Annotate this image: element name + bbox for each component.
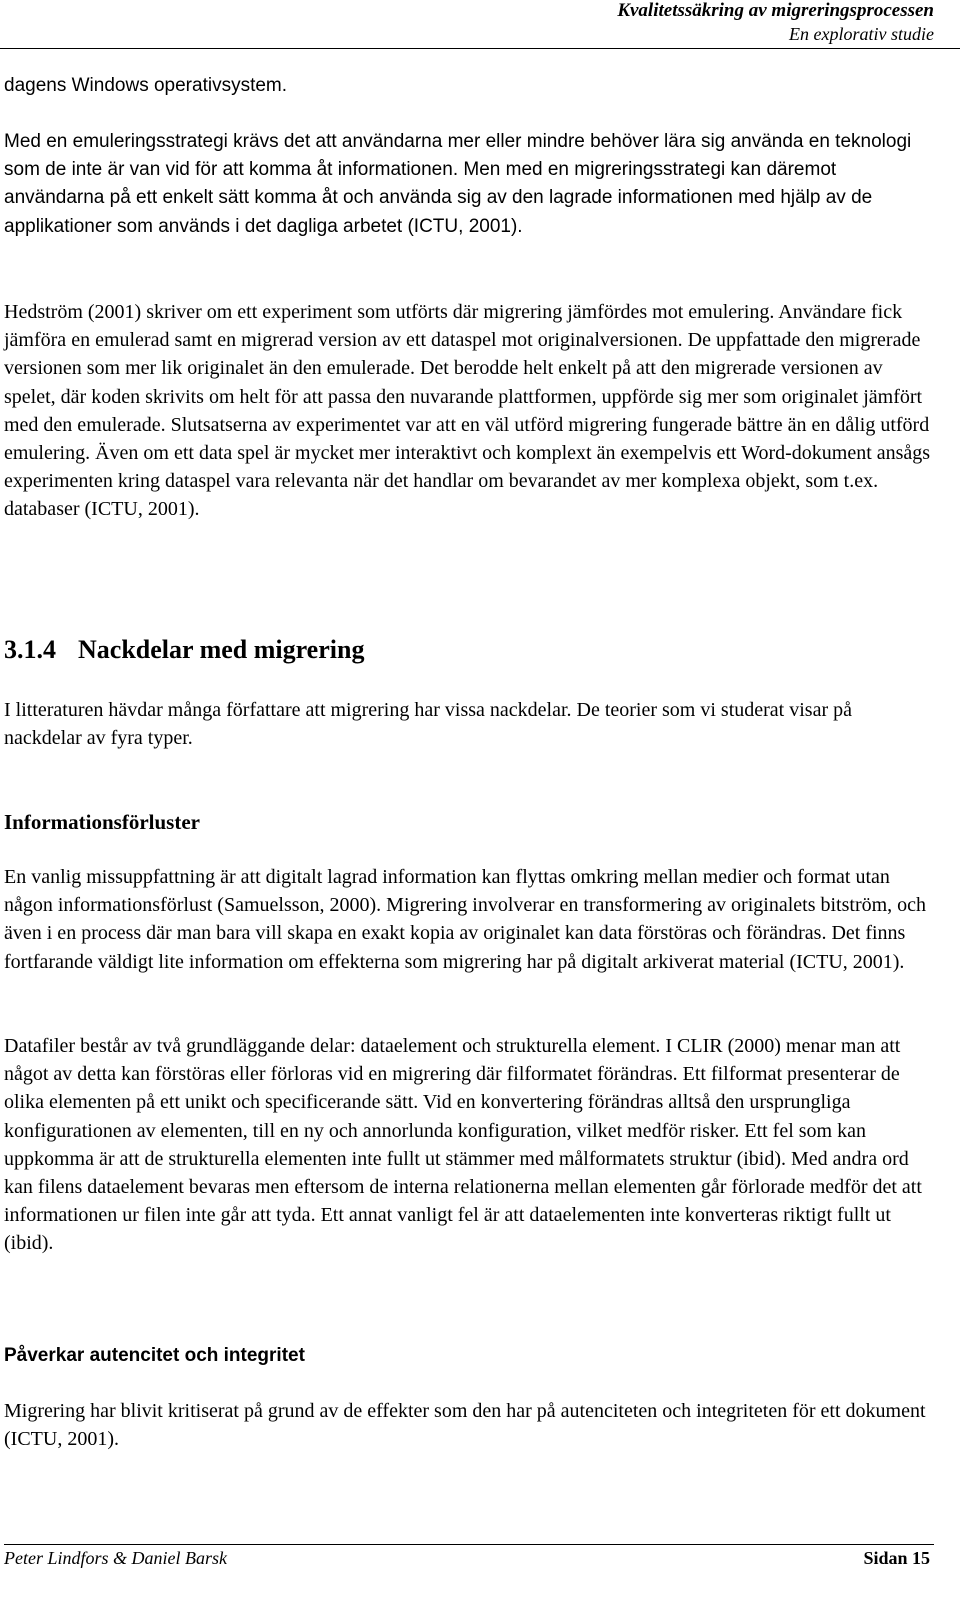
paragraph-1 [4, 72, 934, 100]
paragraph-5 [4, 863, 934, 976]
paragraph-3 [4, 298, 934, 524]
header-subtitle: En explorativ studie [789, 24, 934, 44]
paragraph-text: En vanlig missuppfattning är att digitalt lagrad information kan flyttas omkring mellan medier och format utan någon informationsförlust (Samuelsson, 2000). Migrering involverar en transformering av originalets bitström, och även i en process där man bara vill skapa en exakt kopia av originalet kan data förstöras och förändras. Det finns fortfarande väldigt lite information om effekterna som migrering har på digitalt arkiverat material (ICTU, 2001). [4, 866, 927, 973]
header-title: Kvalitetssäkring av migreringsprocessen [617, 0, 934, 21]
paragraph-text: Datafiler består av två grundläggande delar: dataelement och strukturella element. I CLIR (2000) menar man att något av detta kan förstöras eller förloras vid en migrering där filformatet förändras. Ett filformat presenterar de olika elementen på ett unikt och specificerande sätt. Vid en konvertering förändras alltså den ursprungliga konfigurationen av elementen, till en ny och annorlunda konfiguration, vilket medför risker. Ett fel som kan uppkomma är att de strukturella elementen inte fullt ut stämmer med målformatets struktur (ibid). Med andra ord kan filens dataelement bevaras men eftersom de interna relationerna mellan elementen går förlorade medför det att informationen ur filen inte går att tyda. Ett annat vanligt fel är att dataelementen inte konverteras riktigt fullt ut (ibid). [4, 1035, 922, 1255]
paragraph-2 [4, 128, 934, 241]
subheading-autencitet [4, 1343, 934, 1369]
paragraph-text: Hedström (2001) skriver om ett experiment som utförts där migrering jämfördes mot emulering. Användare fick jämföra en emulerad samt en migrerad version av ett dataspel mot originalversionen. De uppfattade den migrerade versionen som mer lik originalet än den emulerade. Det berodde helt enkelt på att den migrerade versionen av spelet, där koden skrivits om helt för att passa den nuvarande plattformen, uppförde sig mer som originalet jämfört med den emulerade. Slutsatserna av experimentet var att en väl utförd migrering fungerade bättre än en dålig utförd emulering. Även om ett data spel är mycket mer interaktivt och komplext än exempelvis ett Word-dokument ansågs experimenten kring dataspel vara relevanta när det handlar om bevarandet av mer komplexa objekt, som t.ex. databaser (ICTU, 2001). [4, 301, 931, 521]
section-number: 3.1.4 [4, 635, 56, 664]
paragraph-7 [4, 1397, 934, 1453]
paragraph-4 [4, 696, 934, 752]
paragraph-6 [4, 1032, 934, 1258]
subheading-text: Påverkar autencitet och integritet [4, 1345, 305, 1366]
paragraph-text: Med en emuleringsstrategi krävs det att användarna mer eller mindre behöver lära sig använda en teknologi som de inte är van vid för att komma åt informationen. Men med en migreringsstrategi kan däremot användarna på ett enkelt sätt komma åt och använda sig av den lagrade informationen med hjälp av de applikationer som används i det dagliga arbetet (ICTU, 2001). [4, 131, 912, 237]
page-header [617, 0, 934, 46]
footer-authors: Peter Lindfors & Daniel Barsk [4, 1548, 227, 1568]
section-title: Nackdelar med migrering [78, 635, 365, 664]
section-heading [4, 634, 934, 666]
paragraph-text: dagens Windows operativsystem. [4, 75, 288, 96]
paragraph-text: I litteraturen hävdar många författare att migrering har vissa nackdelar. De teorier som vi studerat visar på nackdelar av fyra typer. [4, 699, 852, 750]
subheading-text: Informationsförluster [4, 810, 200, 834]
footer-page-number: Sidan 15 [863, 1548, 930, 1568]
subheading-informationsforluster [4, 809, 934, 835]
footer-divider [4, 1544, 934, 1545]
header-divider [0, 48, 960, 49]
paragraph-text: Migrering har blivit kritiserat på grund av de effekter som den har på autenciteten och integriteten för ett dokument (ICTU, 2001). [4, 1400, 926, 1451]
